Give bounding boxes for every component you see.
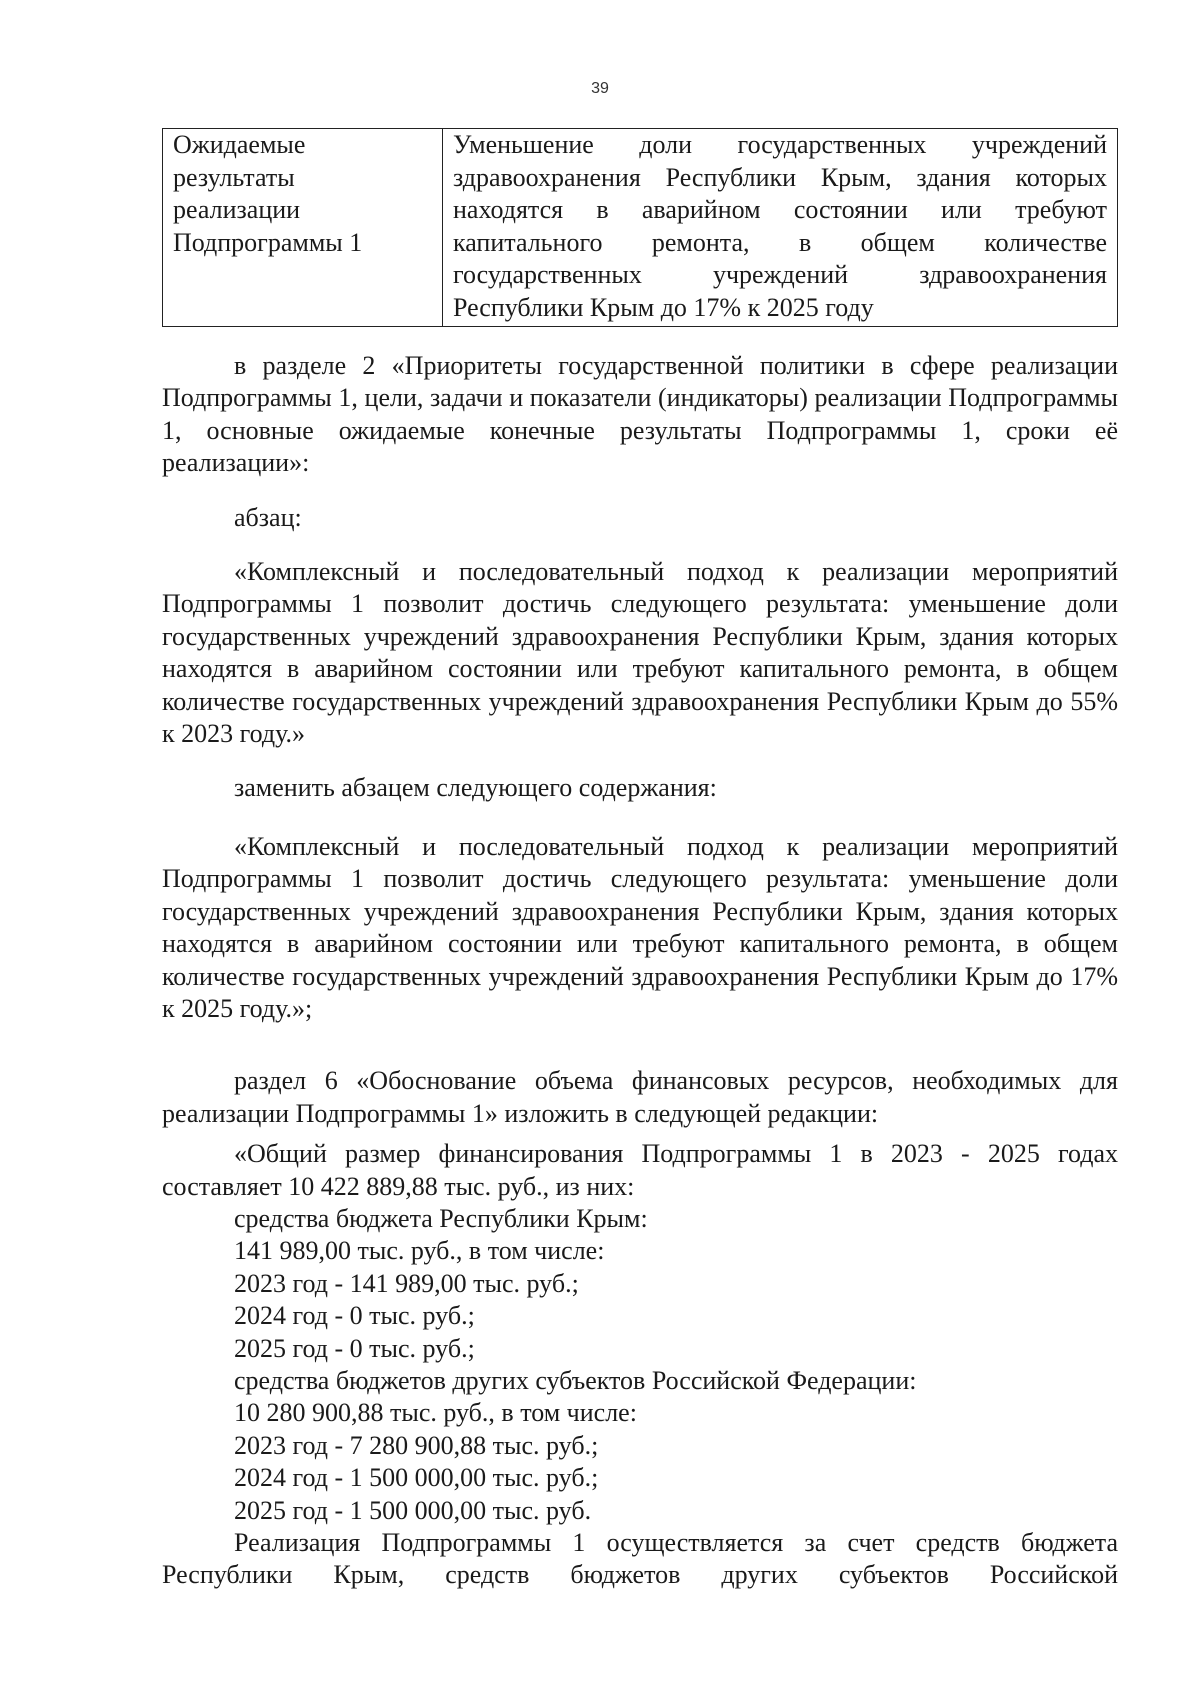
list-item: 2023 год - 7 280 900,88 тыс. руб.;	[234, 1430, 599, 1460]
expected-results-table	[162, 128, 1118, 327]
paragraph-replace-label: заменить абзацем следующего содержания:	[234, 773, 717, 803]
list-item: 2025 год - 0 тыс. руб.;	[234, 1333, 475, 1363]
paragraph-abzac-label: абзац:	[234, 502, 302, 532]
paragraph-section-6-intro: раздел 6 «Обоснование объема финансовых ресурсов, необходимых для реализации Подпрограммы 1» изложить в следующей редакции:	[162, 1066, 1118, 1128]
list-item: 2023 год - 141 989,00 тыс. руб.;	[234, 1268, 579, 1298]
list-item: средства бюджетов других субъектов Российской Федерации:	[234, 1365, 917, 1395]
list-item: 10 280 900,88 тыс. руб., в том числе:	[234, 1398, 637, 1428]
list-item: средства бюджета Республики Крым:	[234, 1203, 648, 1233]
table-row	[163, 129, 1118, 327]
list-item: 141 989,00 тыс. руб., в том числе:	[234, 1236, 605, 1266]
list-item: 2025 год - 1 500 000,00 тыс. руб.	[234, 1495, 592, 1525]
paragraph-new-text: «Комплексный и последовательный подход к реализации мероприятий Подпрограммы 1 позволит достичь следующего результата: уменьшение доли государственных учреждений здравоохранения Республики Крым, здания которых находятся в аварийном состоянии или требуют капитального ремонта, в общем количестве государственных учреждений здравоохранения Республики Крым до 17% к 2025 году.»;	[162, 831, 1118, 1023]
table-label-line: реализации	[173, 195, 301, 224]
paragraph-implementation: Реализация Подпрограммы 1 осуществляется за счет средств бюджета Республики Крым, средств бюджетов других субъектов Российской	[162, 1528, 1118, 1590]
list-item: 2024 год - 0 тыс. руб.;	[234, 1301, 475, 1331]
financing-list	[162, 1203, 1118, 1527]
table-label-line: Подпрограммы 1	[173, 227, 363, 257]
table-value-cell: Уменьшение доли государственных учреждений здравоохранения Республики Крым, здания которых находятся в аварийном состоянии или требуют капитального ремонта, в общем количестве государственных учреждений здравоохранения Республики Крым до 17% к 2025 году	[443, 129, 1118, 327]
paragraph-old-text: «Комплексный и последовательный подход к реализации мероприятий Подпрограммы 1 позволит достичь следующего результата: уменьшение доли государственных учреждений здравоохранения Республики Крым, здания которых находятся в аварийном состоянии или требуют капитального ремонта, в общем количестве государственных учреждений здравоохранения Республики Крым до 55% к 2023 году.»	[162, 557, 1118, 749]
table-label-line: Ожидаемые	[173, 130, 306, 159]
document-body	[162, 350, 1118, 1592]
paragraph-section-2-intro: в разделе 2 «Приоритеты государственной политики в сфере реализации Подпрограммы 1, цели, задачи и показатели (индикаторы) реализации Подпрограммы 1, основные ожидаемые конечные результаты Подпрограммы 1, сроки её реализации»:	[162, 351, 1118, 478]
paragraph-financing-total: «Общий размер финансирования Подпрограммы 1 в 2023 - 2025 годах составляет 10 422 889,88 тыс. руб., из них:	[162, 1139, 1118, 1201]
list-item: 2024 год - 1 500 000,00 тыс. руб.;	[234, 1463, 599, 1493]
table-label-line: результаты	[173, 162, 295, 192]
page-number: 39	[591, 80, 609, 97]
table-label-cell	[163, 129, 443, 327]
